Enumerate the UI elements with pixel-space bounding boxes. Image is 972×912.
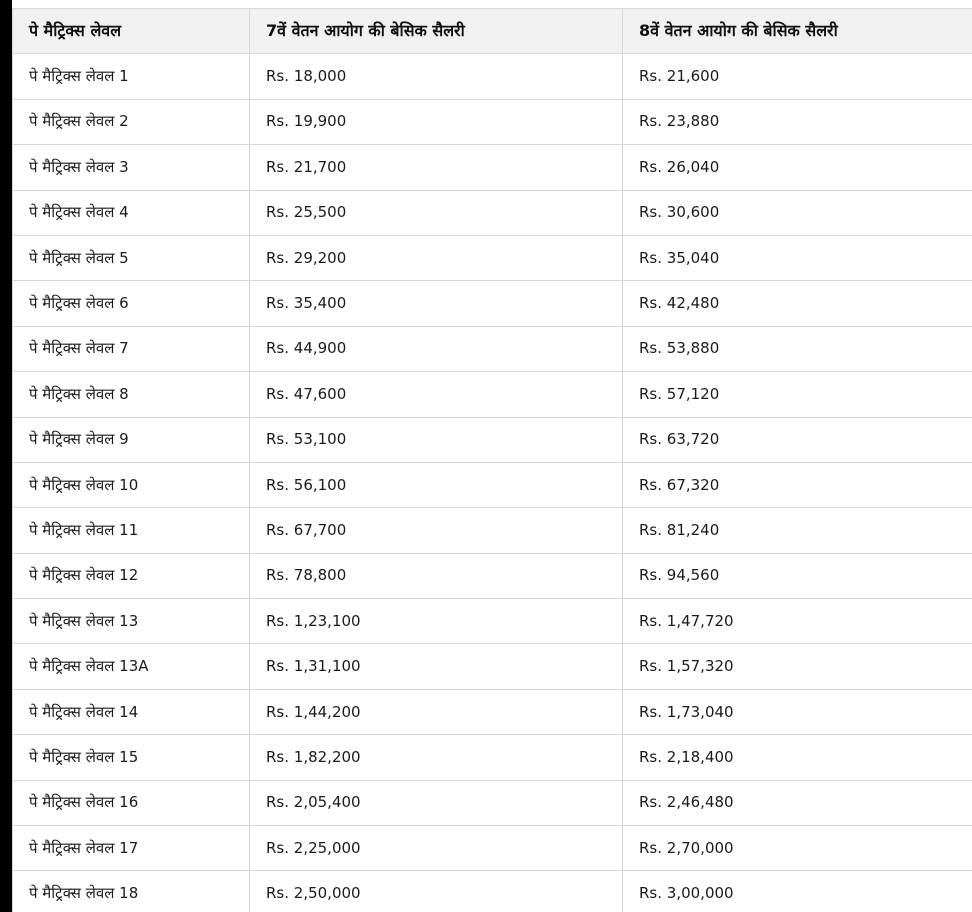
eighth-cpc-salary-cell: Rs. 1,73,040 (623, 689, 972, 734)
table-row (13, 553, 972, 598)
seventh-cpc-salary-cell: Rs. 1,31,100 (250, 644, 623, 689)
level-cell: पे मैट्रिक्स लेवल 3 (13, 145, 250, 190)
level-cell: पे मैट्रिक्स लेवल 17 (13, 826, 250, 871)
eighth-cpc-salary-cell: Rs. 2,70,000 (623, 826, 972, 871)
header-7th-cpc-basic-salary: 7वें वेतन आयोग की बेसिक सैलरी (250, 9, 623, 54)
table-row (13, 54, 972, 99)
seventh-cpc-salary-cell: Rs. 1,23,100 (250, 599, 623, 644)
level-cell: पे मैट्रिक्स लेवल 18 (13, 871, 250, 912)
level-cell: पे मैट्रिक्स लेवल 4 (13, 190, 250, 235)
level-cell: पे मैट्रिक्स लेवल 15 (13, 735, 250, 780)
seventh-cpc-salary-cell: Rs. 25,500 (250, 190, 623, 235)
table-row (13, 462, 972, 507)
eighth-cpc-salary-cell: Rs. 26,040 (623, 145, 972, 190)
table-header (13, 9, 972, 54)
eighth-cpc-salary-cell: Rs. 67,320 (623, 462, 972, 507)
seventh-cpc-salary-cell: Rs. 53,100 (250, 417, 623, 462)
table-row (13, 372, 972, 417)
header-8th-cpc-basic-salary: 8वें वेतन आयोग की बेसिक सैलरी (623, 9, 972, 54)
eighth-cpc-salary-cell: Rs. 1,47,720 (623, 599, 972, 644)
table-row (13, 417, 972, 462)
eighth-cpc-salary-cell: Rs. 30,600 (623, 190, 972, 235)
header-pay-matrix-level: पे मैट्रिक्स लेवल (13, 9, 250, 54)
seventh-cpc-salary-cell: Rs. 29,200 (250, 235, 623, 280)
eighth-cpc-salary-cell: Rs. 2,18,400 (623, 735, 972, 780)
seventh-cpc-salary-cell: Rs. 18,000 (250, 54, 623, 99)
level-cell: पे मैट्रिक्स लेवल 7 (13, 326, 250, 371)
level-cell: पे मैट्रिक्स लेवल 13 (13, 599, 250, 644)
seventh-cpc-salary-cell: Rs. 2,50,000 (250, 871, 623, 912)
table-row (13, 826, 972, 871)
seventh-cpc-salary-cell: Rs. 1,82,200 (250, 735, 623, 780)
table-row (13, 326, 972, 371)
level-cell: पे मैट्रिक्स लेवल 10 (13, 462, 250, 507)
seventh-cpc-salary-cell: Rs. 35,400 (250, 281, 623, 326)
level-cell: पे मैट्रिक्स लेवल 16 (13, 780, 250, 825)
table-row (13, 689, 972, 734)
level-cell: पे मैट्रिक्स लेवल 8 (13, 372, 250, 417)
seventh-cpc-salary-cell: Rs. 21,700 (250, 145, 623, 190)
eighth-cpc-salary-cell: Rs. 63,720 (623, 417, 972, 462)
document-page (12, 0, 972, 912)
table-row (13, 235, 972, 280)
eighth-cpc-salary-cell: Rs. 53,880 (623, 326, 972, 371)
eighth-cpc-salary-cell: Rs. 94,560 (623, 553, 972, 598)
table-row (13, 281, 972, 326)
eighth-cpc-salary-cell: Rs. 1,57,320 (623, 644, 972, 689)
eighth-cpc-salary-cell: Rs. 2,46,480 (623, 780, 972, 825)
table-row (13, 508, 972, 553)
level-cell: पे मैट्रिक्स लेवल 6 (13, 281, 250, 326)
table-row (13, 644, 972, 689)
table-row (13, 599, 972, 644)
table-row (13, 780, 972, 825)
eighth-cpc-salary-cell: Rs. 23,880 (623, 99, 972, 144)
eighth-cpc-salary-cell: Rs. 21,600 (623, 54, 972, 99)
table-row (13, 735, 972, 780)
seventh-cpc-salary-cell: Rs. 2,05,400 (250, 780, 623, 825)
level-cell: पे मैट्रिक्स लेवल 5 (13, 235, 250, 280)
level-cell: पे मैट्रिक्स लेवल 11 (13, 508, 250, 553)
header-row (13, 9, 972, 54)
eighth-cpc-salary-cell: Rs. 57,120 (623, 372, 972, 417)
seventh-cpc-salary-cell: Rs. 78,800 (250, 553, 623, 598)
seventh-cpc-salary-cell: Rs. 47,600 (250, 372, 623, 417)
table-row (13, 99, 972, 144)
eighth-cpc-salary-cell: Rs. 42,480 (623, 281, 972, 326)
level-cell: पे मैट्रिक्स लेवल 12 (13, 553, 250, 598)
table-row (13, 871, 972, 912)
level-cell: पे मैट्रिक्स लेवल 14 (13, 689, 250, 734)
table-body (13, 54, 972, 912)
eighth-cpc-salary-cell: Rs. 35,040 (623, 235, 972, 280)
level-cell: पे मैट्रिक्स लेवल 2 (13, 99, 250, 144)
seventh-cpc-salary-cell: Rs. 44,900 (250, 326, 623, 371)
level-cell: पे मैट्रिक्स लेवल 9 (13, 417, 250, 462)
level-cell: पे मैट्रिक्स लेवल 1 (13, 54, 250, 99)
table-row (13, 145, 972, 190)
eighth-cpc-salary-cell: Rs. 81,240 (623, 508, 972, 553)
seventh-cpc-salary-cell: Rs. 67,700 (250, 508, 623, 553)
eighth-cpc-salary-cell: Rs. 3,00,000 (623, 871, 972, 912)
level-cell: पे मैट्रिक्स लेवल 13A (13, 644, 250, 689)
table-row (13, 190, 972, 235)
seventh-cpc-salary-cell: Rs. 19,900 (250, 99, 623, 144)
seventh-cpc-salary-cell: Rs. 1,44,200 (250, 689, 623, 734)
pay-matrix-table (12, 8, 972, 912)
seventh-cpc-salary-cell: Rs. 2,25,000 (250, 826, 623, 871)
seventh-cpc-salary-cell: Rs. 56,100 (250, 462, 623, 507)
